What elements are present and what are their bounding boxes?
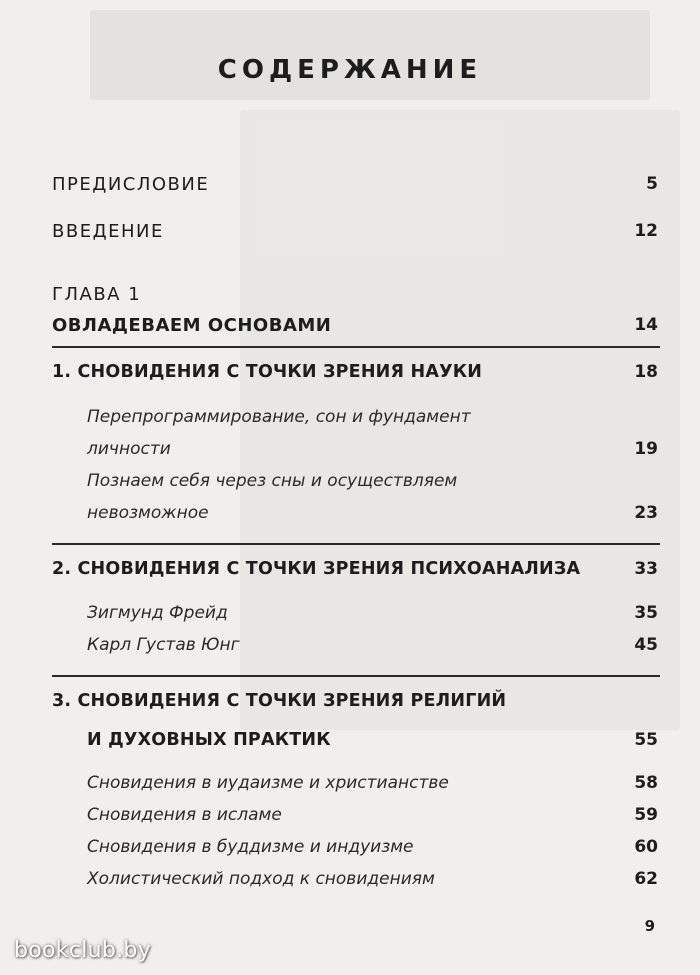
subsection-page: 19	[634, 439, 658, 459]
page-title: СОДЕРЖАНИЕ	[217, 55, 483, 85]
subsection-line: Сновидения в исламе	[87, 805, 282, 825]
section-1-page: 18	[634, 362, 658, 382]
subsection-line: невозможное	[87, 503, 209, 523]
toc-intro-page: 12	[634, 221, 658, 241]
section-3-title-line1: 3. СНОВИДЕНИЯ С ТОЧКИ ЗРЕНИЯ РЕЛИГИЙ	[52, 691, 507, 711]
section-3-title-line2: И ДУХОВНЫХ ПРАКТИК	[87, 730, 331, 750]
section-3-page: 55	[634, 730, 658, 750]
divider	[52, 346, 660, 348]
chapter-page: 14	[634, 315, 658, 335]
subsection-page: 59	[634, 805, 658, 825]
section-1-title: 1. СНОВИДЕНИЯ С ТОЧКИ ЗРЕНИЯ НАУКИ	[52, 362, 483, 382]
section-2-title: 2. СНОВИДЕНИЯ С ТОЧКИ ЗРЕНИЯ ПСИХОАНАЛИЗА	[52, 559, 581, 579]
subsection-page: 60	[634, 837, 658, 857]
subsection-line: личности	[87, 439, 171, 459]
section-2-page: 33	[634, 559, 658, 579]
toc-preface-page: 5	[646, 174, 658, 194]
subsection-page: 58	[634, 773, 658, 793]
subsection-line: Сновидения в буддизме и индуизме	[87, 837, 414, 857]
subsection-line: Карл Густав Юнг	[87, 635, 240, 655]
subsection-line: Зигмунд Фрейд	[87, 603, 228, 623]
watermark: bookclub.by	[14, 938, 152, 963]
divider	[52, 543, 660, 545]
subsection-line: Сновидения в иудаизме и христианстве	[87, 773, 449, 793]
chapter-title: ОВЛАДЕВАЕМ ОСНОВАМИ	[52, 315, 332, 336]
subsection-page: 62	[634, 869, 658, 889]
toc-preface-label: ПРЕДИСЛОВИЕ	[52, 174, 210, 195]
divider	[52, 675, 660, 677]
subsection-line: Познаем себя через сны и осуществляем	[87, 471, 458, 491]
subsection-page: 23	[634, 503, 658, 523]
toc-intro-label: ВВЕДЕНИЕ	[52, 221, 164, 242]
subsection-line: Перепрограммирование, сон и фундамент	[87, 407, 471, 427]
chapter-label: ГЛАВА 1	[52, 284, 142, 305]
subsection-page: 45	[634, 635, 658, 655]
subsection-line: Холистический подход к сновидениям	[87, 869, 435, 889]
subsection-page: 35	[634, 603, 658, 623]
page-number: 9	[644, 917, 655, 935]
